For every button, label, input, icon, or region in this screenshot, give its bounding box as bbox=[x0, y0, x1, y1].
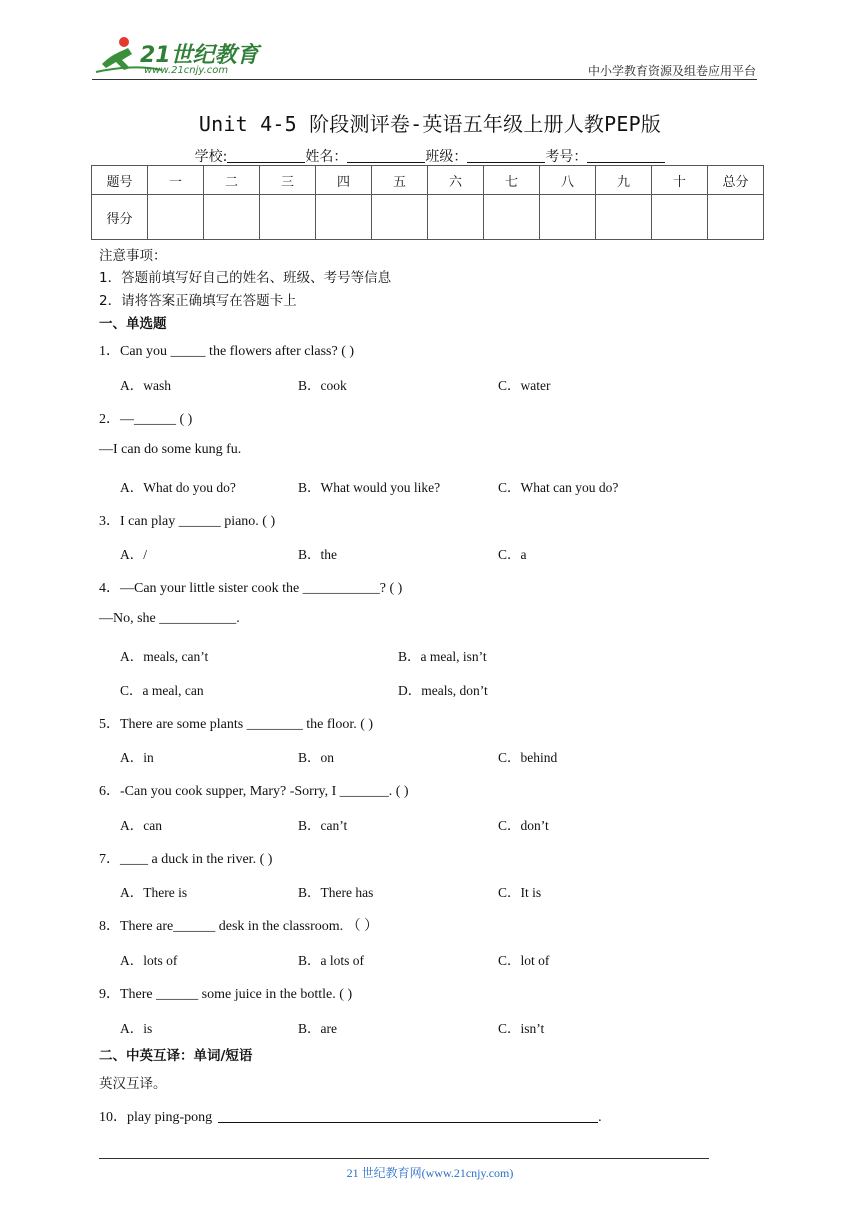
note-item: 1．答题前填写好自己的姓名、班级、考号等信息 bbox=[99, 270, 392, 286]
option-c[interactable]: C．It is bbox=[498, 885, 542, 900]
column-header: 一 bbox=[148, 166, 204, 195]
option-a[interactable]: A．wash bbox=[120, 378, 171, 393]
option-d[interactable]: D．meals, don’t bbox=[398, 683, 488, 698]
option-c[interactable]: C．water bbox=[498, 378, 551, 393]
platform-name: 中小学教育资源及组卷应用平台 bbox=[587, 64, 756, 78]
option-c[interactable]: C．a bbox=[498, 547, 527, 562]
class-blank[interactable] bbox=[467, 148, 545, 163]
option-c[interactable]: C．don’t bbox=[498, 818, 549, 833]
logo-text: 21世纪教育 bbox=[140, 43, 259, 68]
score-cell[interactable] bbox=[596, 195, 652, 240]
question-dialogue-line: —I can do some kung fu. bbox=[99, 442, 242, 457]
score-row bbox=[92, 195, 764, 240]
question-stem: 6．-Can you cook supper, Mary? -Sorry, I _______. ( ) bbox=[99, 784, 409, 799]
question-stem: 7．____ a duck in the river. ( ) bbox=[99, 852, 273, 867]
score-cell[interactable] bbox=[260, 195, 316, 240]
school-label: 学校: bbox=[194, 149, 228, 165]
column-header: 六 bbox=[428, 166, 484, 195]
name-label: 姓名： bbox=[305, 149, 348, 165]
option-a[interactable]: A．There is bbox=[120, 885, 188, 900]
logo bbox=[92, 34, 262, 80]
question-dialogue-line: —No, she ___________. bbox=[99, 611, 240, 626]
row-label: 得分 bbox=[92, 195, 148, 240]
footer-text: 21 世纪教育网(www.21cnjy.com) bbox=[346, 1166, 514, 1180]
option-a[interactable]: A．can bbox=[120, 818, 162, 833]
logo-url: www.21cnjy.com bbox=[144, 65, 229, 76]
question-stem: 9．There ______ some juice in the bottle. ( ) bbox=[99, 987, 353, 1002]
column-header: 七 bbox=[484, 166, 540, 195]
option-c[interactable]: C．What can you do? bbox=[498, 480, 619, 495]
column-header: 九 bbox=[596, 166, 652, 195]
column-header: 四 bbox=[316, 166, 372, 195]
row-label: 题号 bbox=[92, 166, 148, 195]
school-blank[interactable] bbox=[227, 148, 305, 163]
score-cell[interactable] bbox=[428, 195, 484, 240]
page-title: Unit 4-5 阶段测评卷-英语五年级上册人教PEP版 bbox=[198, 112, 662, 136]
option-c[interactable]: C．behind bbox=[498, 750, 558, 765]
column-header: 二 bbox=[204, 166, 260, 195]
column-header: 八 bbox=[540, 166, 596, 195]
column-header: 五 bbox=[372, 166, 428, 195]
option-c[interactable]: C．isn’t bbox=[498, 1021, 545, 1036]
translation-question bbox=[99, 1106, 602, 1126]
notes-title: 注意事项： bbox=[99, 248, 167, 264]
column-header: 总分 bbox=[708, 166, 764, 195]
exam-no-label: 考号： bbox=[545, 149, 588, 165]
option-a[interactable]: A．lots of bbox=[120, 953, 178, 968]
option-b[interactable]: B．a lots of bbox=[298, 953, 364, 968]
score-cell[interactable] bbox=[708, 195, 764, 240]
option-b[interactable]: B．on bbox=[298, 750, 335, 765]
score-cell[interactable] bbox=[540, 195, 596, 240]
question-stem: 5．There are some plants ________ the floor. ( ) bbox=[99, 717, 374, 732]
section-title: 二、中英互译：单词/短语 bbox=[99, 1048, 253, 1064]
question-stem: 10．play ping-pong bbox=[99, 1110, 213, 1125]
score-cell[interactable] bbox=[652, 195, 708, 240]
score-cell[interactable] bbox=[204, 195, 260, 240]
column-header: 十 bbox=[652, 166, 708, 195]
answer-blank[interactable] bbox=[218, 1108, 598, 1123]
option-a[interactable]: A．is bbox=[120, 1021, 153, 1036]
option-c[interactable]: C．lot of bbox=[498, 953, 550, 968]
score-cell[interactable] bbox=[372, 195, 428, 240]
option-a[interactable]: A．in bbox=[120, 750, 154, 765]
option-b[interactable]: B．the bbox=[298, 547, 337, 562]
section-title: 一、单选题 bbox=[99, 316, 167, 332]
section-instruction: 英汉互译。 bbox=[99, 1076, 167, 1092]
name-blank[interactable] bbox=[347, 148, 425, 163]
option-b[interactable]: B．can’t bbox=[298, 818, 348, 833]
option-b[interactable]: B．What would you like? bbox=[298, 480, 441, 495]
question-stem: 8．There are______ desk in the classroom. （ ） bbox=[99, 919, 379, 934]
question-stem: 2．—______ ( ) bbox=[99, 412, 193, 427]
sentence-end: . bbox=[598, 1110, 602, 1125]
exam-no-blank[interactable] bbox=[587, 148, 665, 163]
score-cell[interactable] bbox=[148, 195, 204, 240]
score-table bbox=[91, 165, 764, 240]
column-header: 三 bbox=[260, 166, 316, 195]
question-stem: 4．—Can your little sister cook the ___________? ( ) bbox=[99, 581, 403, 596]
option-c[interactable]: C．a meal, can bbox=[120, 683, 204, 698]
option-b[interactable]: B．are bbox=[298, 1021, 337, 1036]
header-divider bbox=[92, 79, 757, 80]
class-label: 班级： bbox=[425, 149, 468, 165]
footer-divider bbox=[99, 1158, 709, 1159]
option-a[interactable]: A．What do you do? bbox=[120, 480, 236, 495]
score-cell[interactable] bbox=[484, 195, 540, 240]
student-info-line bbox=[0, 146, 860, 166]
option-a[interactable]: A．/ bbox=[120, 547, 147, 562]
option-b[interactable]: B．There has bbox=[298, 885, 374, 900]
score-cell[interactable] bbox=[316, 195, 372, 240]
option-b[interactable]: B．cook bbox=[298, 378, 347, 393]
note-item: 2．请将答案正确填写在答题卡上 bbox=[99, 293, 297, 309]
option-a[interactable]: A．meals, can’t bbox=[120, 649, 209, 664]
question-number-row bbox=[92, 166, 764, 195]
question-stem: 1．Can you _____ the flowers after class? ( ) bbox=[99, 344, 355, 359]
question-stem: 3．I can play ______ piano. ( ) bbox=[99, 514, 276, 529]
option-b[interactable]: B．a meal, isn’t bbox=[398, 649, 487, 664]
